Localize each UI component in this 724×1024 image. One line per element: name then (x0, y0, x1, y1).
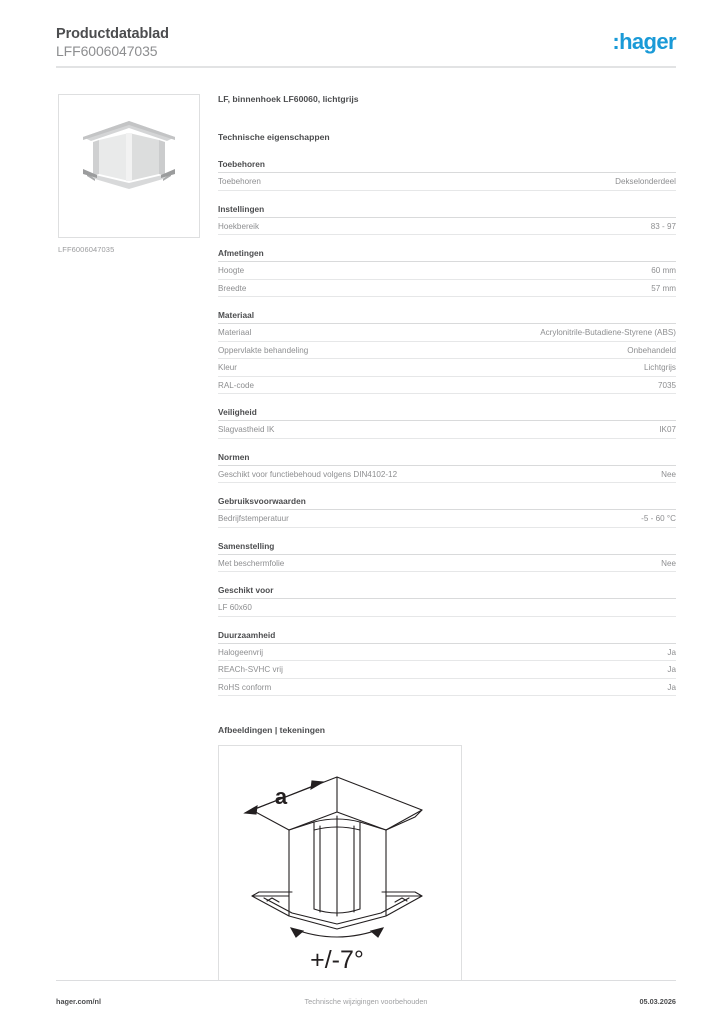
specification-label: Halogeenvrij (218, 647, 264, 657)
page-header (56, 26, 676, 66)
specification-value: Onbehandeld (627, 345, 676, 355)
group-title: Gebruiksvoorwaarden (218, 496, 676, 510)
specification-label: RAL-code (218, 380, 255, 390)
specification-value: Ja (667, 665, 676, 674)
specification-value: 57 mm (651, 283, 676, 293)
group-title: Veiligheid (218, 407, 676, 421)
specifications-column (218, 94, 676, 981)
header-divider (56, 66, 676, 68)
footer-website-link[interactable]: hager.com/nl (56, 997, 102, 1006)
specification-row (218, 466, 676, 484)
angle-label: +/-7° (310, 946, 364, 974)
group-title: Normen (218, 452, 676, 466)
technical-drawing-illustration (219, 746, 461, 980)
specification-value: IK07 (659, 425, 676, 434)
specification-group (218, 630, 676, 697)
specification-value: Lichtgrijs (643, 363, 676, 372)
product-photo-caption: LFF6006047035 (58, 245, 115, 254)
group-title: Toebehoren (218, 159, 676, 173)
specification-row (218, 661, 676, 679)
hager-logo: :hager (612, 29, 676, 54)
specification-value: -5 - 60 °C (641, 514, 676, 523)
footer-date: 05.03.2026 (639, 997, 676, 1006)
specification-group (218, 248, 676, 297)
product-photo-illustration (59, 95, 199, 237)
product-photo (58, 94, 200, 238)
footer-disclaimer: Technische wijzigingen voorbehouden (304, 997, 428, 1006)
specification-value: Nee (661, 558, 676, 568)
specification-row (218, 377, 676, 395)
specification-row (218, 421, 676, 439)
specification-label: RoHS conform (218, 682, 272, 692)
specification-group (218, 585, 676, 617)
specification-value: Dekselonderdeel (615, 177, 676, 186)
specification-value: Acrylonitrile-Butadiene-Styrene (ABS) (540, 328, 676, 337)
specification-group (218, 452, 676, 484)
specification-value: 60 mm (651, 266, 676, 275)
group-title: Duurzaamheid (218, 630, 676, 644)
specification-value: Ja (667, 682, 676, 692)
specification-row (218, 342, 676, 360)
specification-label: Geschikt voor functiebehoud volgens DIN4102-12 (218, 469, 398, 479)
group-title: Samenstelling (218, 541, 676, 555)
specification-label: Kleur (218, 363, 237, 372)
product-name: LF, binnenhoek LF60060, lichtgrijs (218, 94, 359, 104)
footer-divider (56, 980, 676, 981)
technical-properties-heading: Technische eigenschappen (218, 132, 330, 142)
group-title: Afmetingen (218, 248, 676, 262)
specification-row (218, 555, 676, 573)
specification-label: Toebehoren (218, 177, 261, 186)
specification-group (218, 407, 676, 439)
specification-label: Breedte (218, 283, 247, 293)
specification-label: Bedrijfstemperatuur (218, 514, 289, 523)
specification-value: 83 - 97 (650, 221, 676, 231)
specification-row (218, 280, 676, 298)
specification-row (218, 359, 676, 377)
specification-row (218, 599, 676, 617)
specification-group (218, 159, 676, 191)
group-title: Instellingen (218, 204, 676, 218)
specification-group (218, 204, 676, 236)
specification-label: Oppervlakte behandeling (218, 345, 309, 355)
specification-row (218, 510, 676, 528)
specification-row (218, 218, 676, 236)
specification-value: 7035 (657, 380, 676, 390)
specification-row (218, 679, 676, 697)
group-title: Geschikt voor (218, 585, 676, 599)
specification-group (218, 310, 676, 394)
specification-row (218, 173, 676, 191)
specification-value: Nee (661, 469, 676, 479)
technical-drawing (218, 745, 462, 981)
specification-label: LF 60x60 (218, 603, 252, 612)
specification-label: Hoekbereik (218, 221, 260, 231)
specification-label: Met beschermfolie (218, 558, 285, 568)
specification-label: Hoogte (218, 266, 245, 275)
specification-row (218, 262, 676, 280)
drawings-heading: Afbeeldingen | tekeningen (218, 725, 325, 735)
specification-group (218, 496, 676, 528)
specification-label: Materiaal (218, 328, 252, 337)
product-image-block (58, 94, 202, 254)
specification-group (218, 541, 676, 573)
specification-value: Ja (667, 647, 676, 657)
specification-row (218, 644, 676, 662)
dimension-label-a: a (274, 784, 288, 809)
group-title: Materiaal (218, 310, 676, 324)
specification-label: REACh-SVHC vrij (218, 665, 283, 674)
specification-label: Slagvastheid IK (218, 425, 275, 434)
page-footer (56, 997, 676, 1011)
product-reference: LFF6006047035 (56, 43, 158, 59)
page-title: Productdatablad (56, 26, 169, 42)
specification-groups (218, 159, 676, 696)
specification-row (218, 324, 676, 342)
